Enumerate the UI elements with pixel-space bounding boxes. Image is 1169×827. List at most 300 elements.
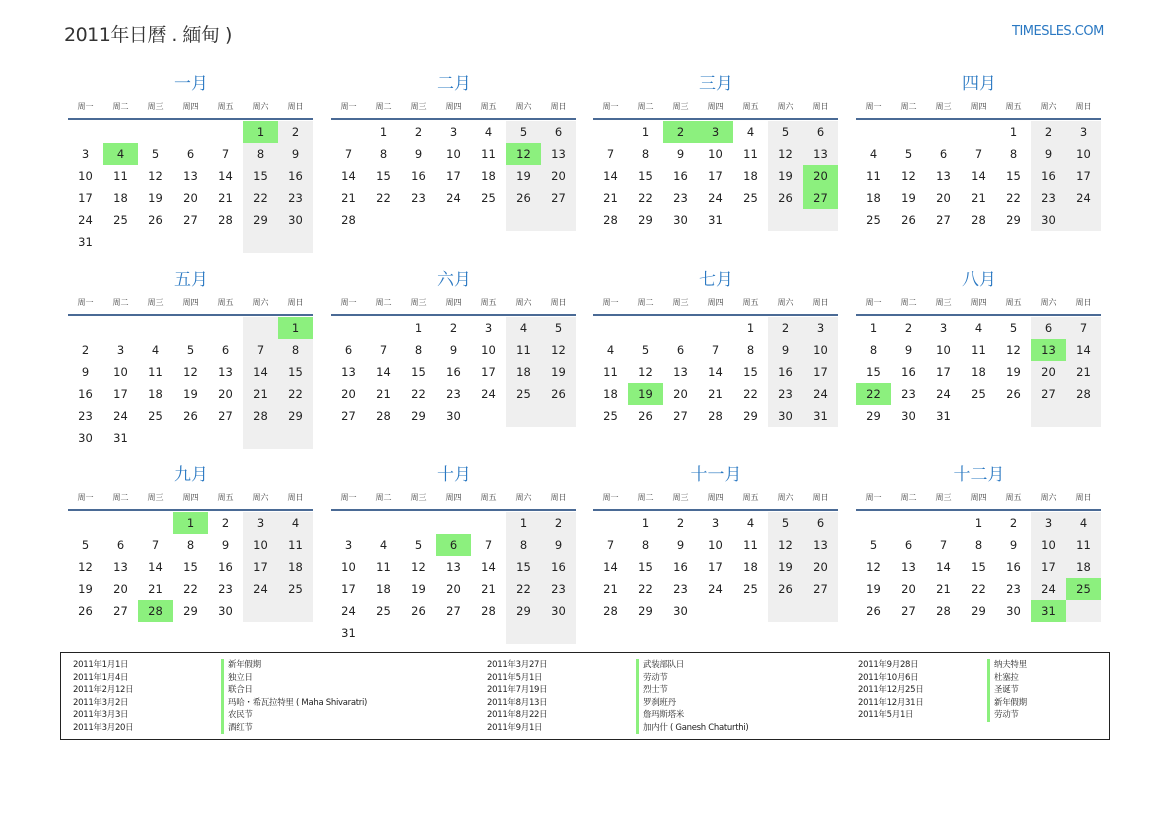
day-cell: 2 [221, 516, 230, 530]
day-cell: 17 [803, 361, 838, 383]
day-cell: 24 [803, 383, 838, 405]
weekday-label: 周四 [182, 492, 199, 502]
empty-cell [278, 427, 313, 449]
day-cell: 3 [1031, 512, 1066, 534]
legend-holiday-name: 玛哈・希瓦拉特里 ( Maha Shivaratri) [221, 697, 367, 710]
day-cell: 11 [603, 365, 618, 379]
header-divider [593, 509, 838, 511]
weekday-label: 周日 [812, 297, 829, 307]
weekday-label: 周三 [147, 297, 164, 307]
day-cell: 10 [243, 534, 278, 556]
weekday-header [593, 487, 839, 507]
day-cell: 25 [481, 191, 496, 205]
day-cell: 8 [746, 343, 755, 357]
legend-holiday-name: 杜塞拉 [987, 672, 1027, 685]
empty-cell [436, 512, 471, 534]
month-6 [331, 268, 577, 427]
weekday-label: 周四 [182, 297, 199, 307]
day-cell: 3 [711, 516, 720, 530]
day-cell: 10 [1031, 534, 1066, 556]
day-cell: 2 [278, 121, 313, 143]
day-cell: 8 [641, 147, 650, 161]
day-cell: 9 [278, 143, 313, 165]
day-cell: 29 [506, 600, 541, 622]
empty-cell [103, 512, 138, 534]
day-cell: 21 [1066, 361, 1101, 383]
week-row [593, 405, 839, 427]
day-cell: 5 [151, 147, 160, 161]
day-cell: 19 [78, 582, 93, 596]
week-row [331, 317, 577, 339]
day-cell: 30 [78, 431, 93, 445]
day-cell: 29 [638, 213, 653, 227]
legend-names-col-1 [221, 659, 367, 734]
week-row [593, 187, 839, 209]
day-cell: 26 [148, 213, 163, 227]
empty-cell [243, 317, 278, 339]
week-row [331, 143, 577, 165]
day-cell: 13 [341, 365, 356, 379]
week-row [856, 534, 1102, 556]
day-cell: 19 [411, 582, 426, 596]
day-cell: 14 [341, 169, 356, 183]
empty-cell [593, 317, 628, 339]
day-cell: 10 [936, 343, 951, 357]
day-cell: 17 [1031, 556, 1066, 578]
day-cell: 3 [1066, 121, 1101, 143]
day-cell: 24 [1031, 578, 1066, 600]
month-name: 五月 [174, 270, 208, 290]
day-cell: 31 [936, 409, 951, 423]
legend-date: 2011年12月25日 [858, 685, 924, 695]
day-cell: 22 [376, 191, 391, 205]
week-row [856, 383, 1102, 405]
day-cell: 20 [446, 582, 461, 596]
weekday-label: 周一 [865, 492, 882, 502]
week-row [331, 512, 577, 534]
week-row [856, 165, 1102, 187]
legend-dates-col-1 [73, 659, 133, 734]
day-cell: 14 [243, 361, 278, 383]
day-cell: 16 [901, 365, 916, 379]
day-cell: 4 [379, 538, 388, 552]
day-cell: 14 [218, 169, 233, 183]
day-cell: 13 [901, 560, 916, 574]
day-cell: 24 [243, 578, 278, 600]
weekday-label: 周日 [550, 101, 567, 111]
weekday-label: 周四 [445, 101, 462, 111]
weekday-label: 周五 [1005, 492, 1022, 502]
legend-date: 2011年9月28日 [858, 660, 919, 670]
day-cell: 20 [936, 191, 951, 205]
legend-holiday-name: 劳动节 [987, 709, 1027, 722]
day-cell: 26 [411, 604, 426, 618]
weekday-label: 周四 [707, 492, 724, 502]
day-cell: 22 [278, 383, 313, 405]
empty-cell [698, 600, 733, 622]
empty-cell [103, 317, 138, 339]
week-row [593, 512, 839, 534]
empty-cell [401, 209, 436, 231]
weekday-label: 周日 [1075, 101, 1092, 111]
day-cell: 7 [221, 147, 230, 161]
day-cell: 7 [939, 538, 948, 552]
legend-holiday-name: 新年假期 [221, 659, 367, 672]
legend-holiday-name: 武装部队日 [636, 659, 748, 672]
day-cell: 1 [746, 321, 755, 335]
day-cell: 15 [866, 365, 881, 379]
legend-holiday-name: 新年假期 [987, 697, 1027, 710]
day-cell: 8 [379, 147, 388, 161]
day-cell: 23 [278, 187, 313, 209]
day-cell: 1 [506, 512, 541, 534]
day-cell: 15 [743, 365, 758, 379]
day-cell: 29 [1006, 213, 1021, 227]
day-cell: 27 [1031, 383, 1066, 405]
day-cell: 28 [341, 213, 356, 227]
day-cell: 2 [81, 343, 90, 357]
weekday-label: 周二 [637, 297, 654, 307]
weekday-label: 周三 [672, 101, 689, 111]
empty-cell [891, 512, 926, 534]
week-row [331, 361, 577, 383]
week-row [593, 361, 839, 383]
weekday-label: 周五 [742, 492, 759, 502]
day-cell: 21 [936, 582, 951, 596]
day-cell: 13 [541, 143, 576, 165]
week-row [593, 578, 839, 600]
empty-cell [331, 317, 366, 339]
empty-cell [471, 512, 506, 534]
legend-date: 2011年2月12日 [73, 685, 134, 695]
weekday-label: 周一 [340, 492, 357, 502]
day-cell: 19 [901, 191, 916, 205]
day-cell: 17 [1066, 165, 1101, 187]
day-cell: 28 [376, 409, 391, 423]
header-divider [331, 118, 576, 120]
day-cell: 22 [1006, 191, 1021, 205]
day-cell: 11 [481, 147, 496, 161]
week-row [331, 534, 577, 556]
legend-dates-col-2 [487, 659, 547, 734]
day-cell: 18 [481, 169, 496, 183]
day-cell: 19 [1006, 365, 1021, 379]
weekday-label: 周三 [410, 492, 427, 502]
day-cell: 15 [411, 365, 426, 379]
empty-cell [173, 427, 208, 449]
week-row [331, 165, 577, 187]
day-cell: 6 [676, 343, 685, 357]
day-cell: 22 [243, 187, 278, 209]
weekday-label: 周五 [480, 297, 497, 307]
day-cell: 15 [1006, 169, 1021, 183]
day-cell: 6 [939, 147, 948, 161]
week-row [331, 339, 577, 361]
day-cell: 22 [506, 578, 541, 600]
day-cell: 14 [603, 169, 618, 183]
day-cell: 15 [278, 361, 313, 383]
day-cell: 20 [218, 387, 233, 401]
day-cell: 18 [148, 387, 163, 401]
day-cell: 11 [1066, 534, 1101, 556]
day-cell: 14 [376, 365, 391, 379]
day-cell: 24 [1066, 187, 1101, 209]
legend-date: 2011年1月4日 [73, 672, 129, 683]
weekday-label: 周二 [637, 492, 654, 502]
weekday-label: 周五 [742, 101, 759, 111]
day-cell: 6 [803, 512, 838, 534]
day-cell: 11 [866, 169, 881, 183]
empty-cell [856, 121, 891, 143]
day-cell: 12 [506, 143, 541, 165]
day-cell: 12 [183, 365, 198, 379]
weekday-label: 周二 [112, 101, 129, 111]
day-cell: 30 [446, 409, 461, 423]
day-cell: 25 [1066, 578, 1101, 600]
week-row [331, 578, 577, 600]
day-cell: 24 [708, 191, 723, 205]
day-cell: 17 [446, 169, 461, 183]
empty-cell [891, 121, 926, 143]
weekday-label: 周五 [217, 101, 234, 111]
day-cell: 17 [341, 582, 356, 596]
day-cell: 6 [221, 343, 230, 357]
day-cell: 13 [803, 534, 838, 556]
empty-cell [68, 512, 103, 534]
day-cell: 5 [768, 512, 803, 534]
weekday-label: 周一 [340, 297, 357, 307]
week-row [68, 165, 314, 187]
weekday-header [856, 292, 1102, 312]
weekday-label: 周三 [147, 101, 164, 111]
day-cell: 24 [341, 604, 356, 618]
week-row [331, 556, 577, 578]
day-cell: 9 [449, 343, 458, 357]
empty-cell [208, 427, 243, 449]
empty-cell [138, 317, 173, 339]
day-cell: 15 [971, 560, 986, 574]
day-cell: 6 [1031, 317, 1066, 339]
empty-cell [366, 622, 401, 644]
week-row [856, 361, 1102, 383]
day-cell: 31 [803, 405, 838, 427]
day-cell: 28 [218, 213, 233, 227]
day-cell: 16 [411, 169, 426, 183]
weekday-label: 周六 [1040, 101, 1057, 111]
day-cell: 21 [603, 191, 618, 205]
day-cell: 26 [901, 213, 916, 227]
weekday-label: 周二 [637, 101, 654, 111]
empty-cell [1066, 405, 1101, 427]
week-row [331, 121, 577, 143]
brand-logo[interactable]: TIMESLES.COM [1012, 24, 1104, 39]
weekday-label: 周一 [865, 297, 882, 307]
month-2 [331, 72, 577, 231]
day-cell: 23 [901, 387, 916, 401]
weekday-label: 周六 [1040, 492, 1057, 502]
day-cell: 18 [743, 560, 758, 574]
legend-holiday-name: 联合日 [221, 684, 367, 697]
empty-cell [856, 512, 891, 534]
day-cell: 9 [81, 365, 90, 379]
empty-cell [208, 317, 243, 339]
day-cell: 10 [341, 560, 356, 574]
day-cell: 20 [803, 165, 838, 187]
day-cell: 4 [1066, 512, 1101, 534]
day-cell: 20 [901, 582, 916, 596]
day-cell: 7 [243, 339, 278, 361]
day-cell: 30 [218, 604, 233, 618]
weekday-label: 周六 [515, 101, 532, 111]
weekday-label: 周四 [707, 101, 724, 111]
week-row [331, 187, 577, 209]
day-cell: 12 [1006, 343, 1021, 357]
weekday-label: 周六 [515, 492, 532, 502]
empty-cell [366, 512, 401, 534]
week-row [331, 209, 577, 231]
week-row [593, 209, 839, 231]
weekday-header [856, 487, 1102, 507]
empty-cell [243, 427, 278, 449]
day-cell: 16 [541, 556, 576, 578]
header-divider [68, 118, 313, 120]
legend-date: 2011年8月22日 [487, 710, 548, 720]
day-cell: 5 [869, 538, 878, 552]
day-cell: 11 [148, 365, 163, 379]
weekday-label: 周二 [112, 492, 129, 502]
day-cell: 25 [971, 387, 986, 401]
day-cell: 27 [803, 578, 838, 600]
weekday-label: 周一 [77, 101, 94, 111]
day-cell: 9 [414, 147, 423, 161]
day-cell: 28 [138, 600, 173, 622]
day-cell: 16 [1031, 165, 1066, 187]
empty-cell [768, 209, 803, 231]
weekday-label: 周四 [445, 492, 462, 502]
month-name: 八月 [962, 270, 996, 290]
empty-cell [331, 512, 366, 534]
weekday-label: 周四 [970, 297, 987, 307]
day-cell: 11 [743, 538, 758, 552]
day-cell: 4 [103, 143, 138, 165]
legend-names-col-3 [987, 659, 1027, 722]
day-cell: 18 [866, 191, 881, 205]
header-divider [856, 314, 1101, 316]
day-cell: 28 [603, 604, 618, 618]
day-cell: 12 [901, 169, 916, 183]
empty-cell [541, 209, 576, 231]
empty-cell [138, 427, 173, 449]
day-cell: 31 [341, 626, 356, 640]
day-cell: 10 [446, 147, 461, 161]
day-cell: 11 [376, 560, 391, 574]
day-cell: 4 [484, 125, 493, 139]
day-cell: 7 [484, 538, 493, 552]
day-cell: 23 [1031, 187, 1066, 209]
weekday-label: 周日 [550, 297, 567, 307]
day-cell: 2 [904, 321, 913, 335]
day-cell: 29 [243, 209, 278, 231]
month-name: 二月 [437, 74, 471, 94]
weekday-label: 周五 [742, 297, 759, 307]
day-cell: 29 [743, 409, 758, 423]
day-cell: 29 [971, 604, 986, 618]
day-cell: 13 [113, 560, 128, 574]
day-cell: 21 [376, 387, 391, 401]
month-name: 十月 [437, 465, 471, 485]
day-cell: 23 [78, 409, 93, 423]
day-cell: 2 [1009, 516, 1018, 530]
weekday-label: 周六 [252, 297, 269, 307]
week-row [856, 339, 1102, 361]
day-cell: 2 [663, 121, 698, 143]
day-cell: 26 [768, 578, 803, 600]
day-cell: 18 [278, 556, 313, 578]
day-cell: 13 [218, 365, 233, 379]
day-cell: 5 [81, 538, 90, 552]
week-row [68, 209, 314, 231]
day-cell: 29 [183, 604, 198, 618]
empty-cell [436, 622, 471, 644]
header-divider [68, 314, 313, 316]
day-cell: 24 [936, 387, 951, 401]
week-row [331, 622, 577, 644]
legend-holiday-name: 农民节 [221, 709, 367, 722]
day-cell: 7 [606, 538, 615, 552]
day-cell: 23 [1006, 582, 1021, 596]
empty-cell [541, 405, 576, 427]
week-row [331, 383, 577, 405]
day-cell: 15 [183, 560, 198, 574]
legend-holiday-name: 酒红节 [221, 722, 367, 735]
weekday-label: 周四 [445, 297, 462, 307]
day-cell: 19 [183, 387, 198, 401]
day-cell: 18 [743, 169, 758, 183]
day-cell: 12 [148, 169, 163, 183]
day-cell: 4 [506, 317, 541, 339]
month-12 [856, 463, 1102, 622]
day-cell: 1 [243, 121, 278, 143]
legend-holiday-name: 烈士节 [636, 684, 748, 697]
week-row [593, 121, 839, 143]
page-title: 2011年日曆 . 緬甸 ) [64, 24, 232, 46]
month-1 [68, 72, 314, 253]
month-name: 六月 [437, 270, 471, 290]
month-9 [68, 463, 314, 622]
day-cell: 5 [414, 538, 423, 552]
empty-cell [961, 405, 996, 427]
empty-cell [243, 600, 278, 622]
day-cell: 5 [1009, 321, 1018, 335]
weekday-label: 周五 [1005, 297, 1022, 307]
weekday-label: 周一 [602, 101, 619, 111]
week-row [331, 600, 577, 622]
legend-date: 2011年3月3日 [73, 710, 129, 720]
weekday-label: 周一 [602, 297, 619, 307]
day-cell: 10 [78, 169, 93, 183]
day-cell: 8 [641, 538, 650, 552]
weekday-label: 周六 [777, 101, 794, 111]
day-cell: 13 [183, 169, 198, 183]
day-cell: 13 [803, 143, 838, 165]
weekday-label: 周六 [1040, 297, 1057, 307]
week-row [593, 317, 839, 339]
day-cell: 21 [148, 582, 163, 596]
day-cell: 1 [974, 516, 983, 530]
day-cell: 8 [278, 339, 313, 361]
weekday-label: 周二 [112, 297, 129, 307]
day-cell: 21 [481, 582, 496, 596]
